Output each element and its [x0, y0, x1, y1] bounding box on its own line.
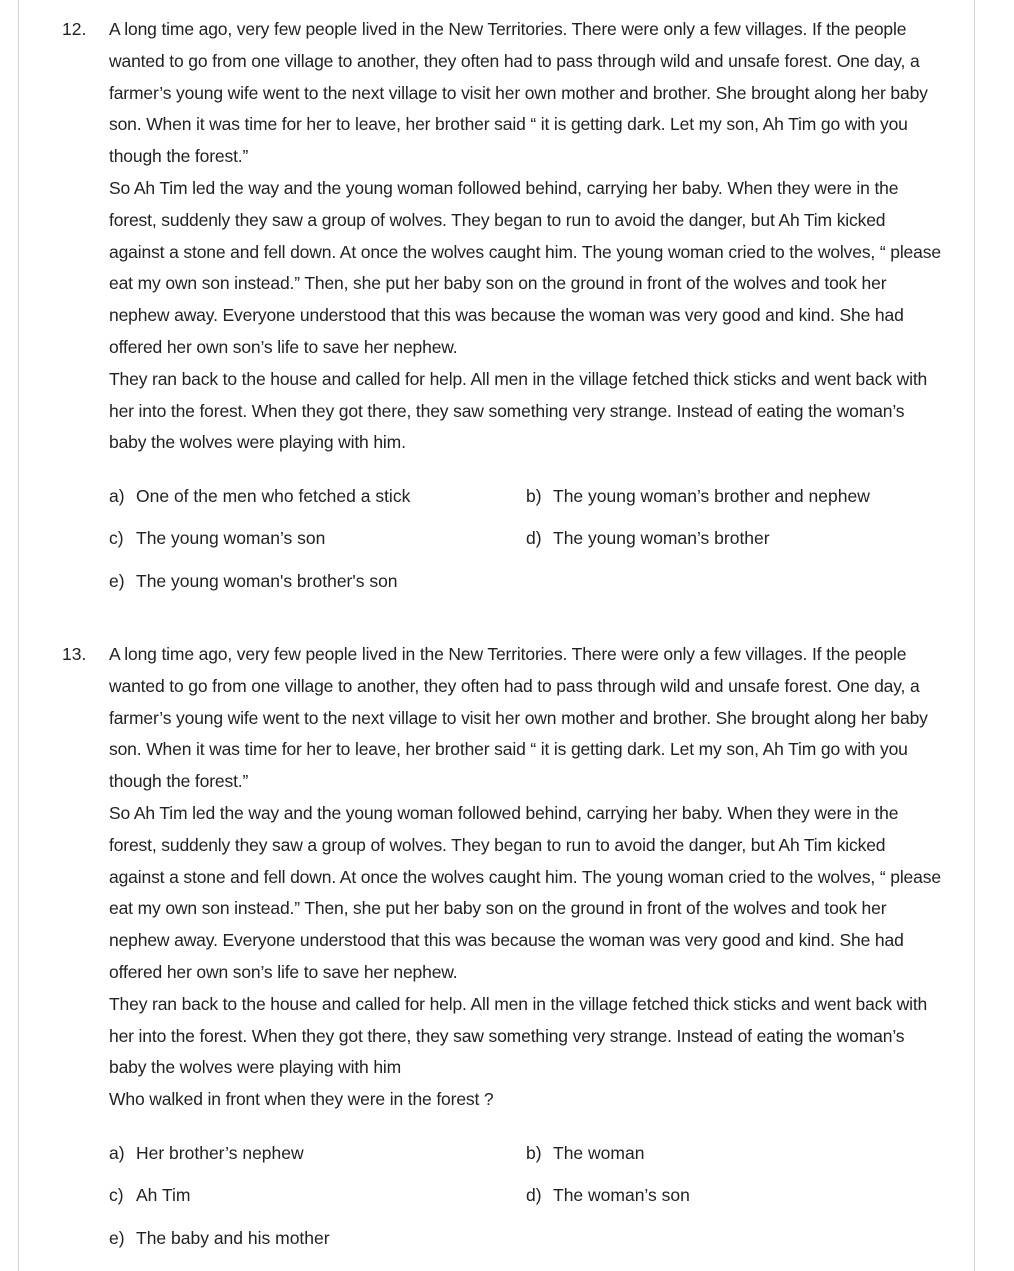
passage-paragraph: A long time ago, very few people lived in the New Territories. There were only a few villages. If the people wanted to go from one village to another, they often had to pass through wild and unsafe forest. One day, a farmer’s young wife went to the next village to visit her own mother and brother. She brought along her baby son. When it was time for her to leave, her brother said “ it is getting dark. Let my son, Ah Tim go with you though the forest.”	[109, 19, 928, 167]
document-page	[18, 0, 975, 1271]
option-a[interactable]	[109, 1141, 304, 1165]
passage-paragraph: A long time ago, very few people lived in the New Territories. There were only a few villages. If the people wanted to go from one village to another, they often had to pass through wild and unsafe forest. One day, a farmer’s young wife went to the next village to visit her own mother and brother. She brought along her baby son. When it was time for her to leave, her brother said “ it is getting dark. Let my son, Ah Tim go with you though the forest.”	[109, 644, 928, 792]
option-letter: b)	[526, 1143, 542, 1163]
option-text: The young woman’s son	[136, 528, 326, 548]
option-letter: e)	[109, 1228, 125, 1248]
option-letter: c)	[109, 528, 124, 548]
option-text: The woman’s son	[553, 1185, 690, 1205]
question-number: 13.	[62, 644, 87, 664]
option-letter: a)	[109, 486, 125, 506]
option-d[interactable]	[526, 1183, 690, 1207]
option-text: Ah Tim	[136, 1185, 191, 1205]
option-a[interactable]	[109, 484, 410, 508]
option-text: The baby and his mother	[136, 1228, 330, 1248]
passage-paragraph: They ran back to the house and called for help. All men in the village fetched thick sticks and went back with her into the forest. When they got there, they saw something very strange. Instead of eating the woman’s baby the wolves were playing with him.	[109, 368, 928, 453]
passage-paragraph: So Ah Tim led the way and the young woman followed behind, carrying her baby. When they were in the forest, suddenly they saw a group of wolves. They began to run to avoid the danger, but Ah Tim kicked against a stone and fell down. At once the wolves caught him. The young woman cried to the wolves, “ please eat my own son instead.” Then, she put her baby son on the ground in front of the wolves and took her nephew away. Everyone understood that this was because the woman was very good and kind. She had offered her own son’s life to save her nephew.	[109, 177, 941, 357]
option-e[interactable]	[109, 1226, 330, 1250]
question-number: 12.	[62, 19, 87, 39]
option-letter: b)	[526, 486, 542, 506]
option-letter: e)	[109, 571, 125, 591]
question-passage	[109, 639, 941, 1116]
option-letter: a)	[109, 1143, 125, 1163]
option-text: One of the men who fetched a stick	[136, 486, 411, 506]
passage-paragraph: They ran back to the house and called for help. All men in the village fetched thick sticks and went back with her into the forest. When they got there, they saw something very strange. Instead of eating the woman’s baby the wolves were playing with him	[109, 993, 928, 1078]
question-prompt: Who walked in front when they were in the forest ?	[109, 1089, 494, 1110]
option-letter: d)	[526, 1185, 542, 1205]
option-d[interactable]	[526, 526, 770, 550]
option-e[interactable]	[109, 569, 398, 593]
option-letter: d)	[526, 528, 542, 548]
question-passage	[109, 14, 941, 459]
option-text: Her brother’s nephew	[136, 1143, 304, 1163]
option-c[interactable]	[109, 1183, 190, 1207]
option-b[interactable]	[526, 1141, 644, 1165]
option-text: The young woman’s brother	[553, 528, 770, 548]
passage-paragraph: So Ah Tim led the way and the young woman followed behind, carrying her baby. When they were in the forest, suddenly they saw a group of wolves. They began to run to avoid the danger, but Ah Tim kicked against a stone and fell down. At once the wolves caught him. The young woman cried to the wolves, “ please eat my own son instead.” Then, she put her baby son on the ground in front of the wolves and took her nephew away. Everyone understood that this was because the woman was very good and kind. She had offered her own son’s life to save her nephew.	[109, 802, 941, 982]
option-c[interactable]	[109, 526, 325, 550]
option-letter: c)	[109, 1185, 124, 1205]
option-text: The young woman’s brother and nephew	[553, 486, 870, 506]
option-b[interactable]	[526, 484, 870, 508]
option-text: The young woman's brother's son	[136, 571, 398, 591]
option-text: The woman	[553, 1143, 645, 1163]
